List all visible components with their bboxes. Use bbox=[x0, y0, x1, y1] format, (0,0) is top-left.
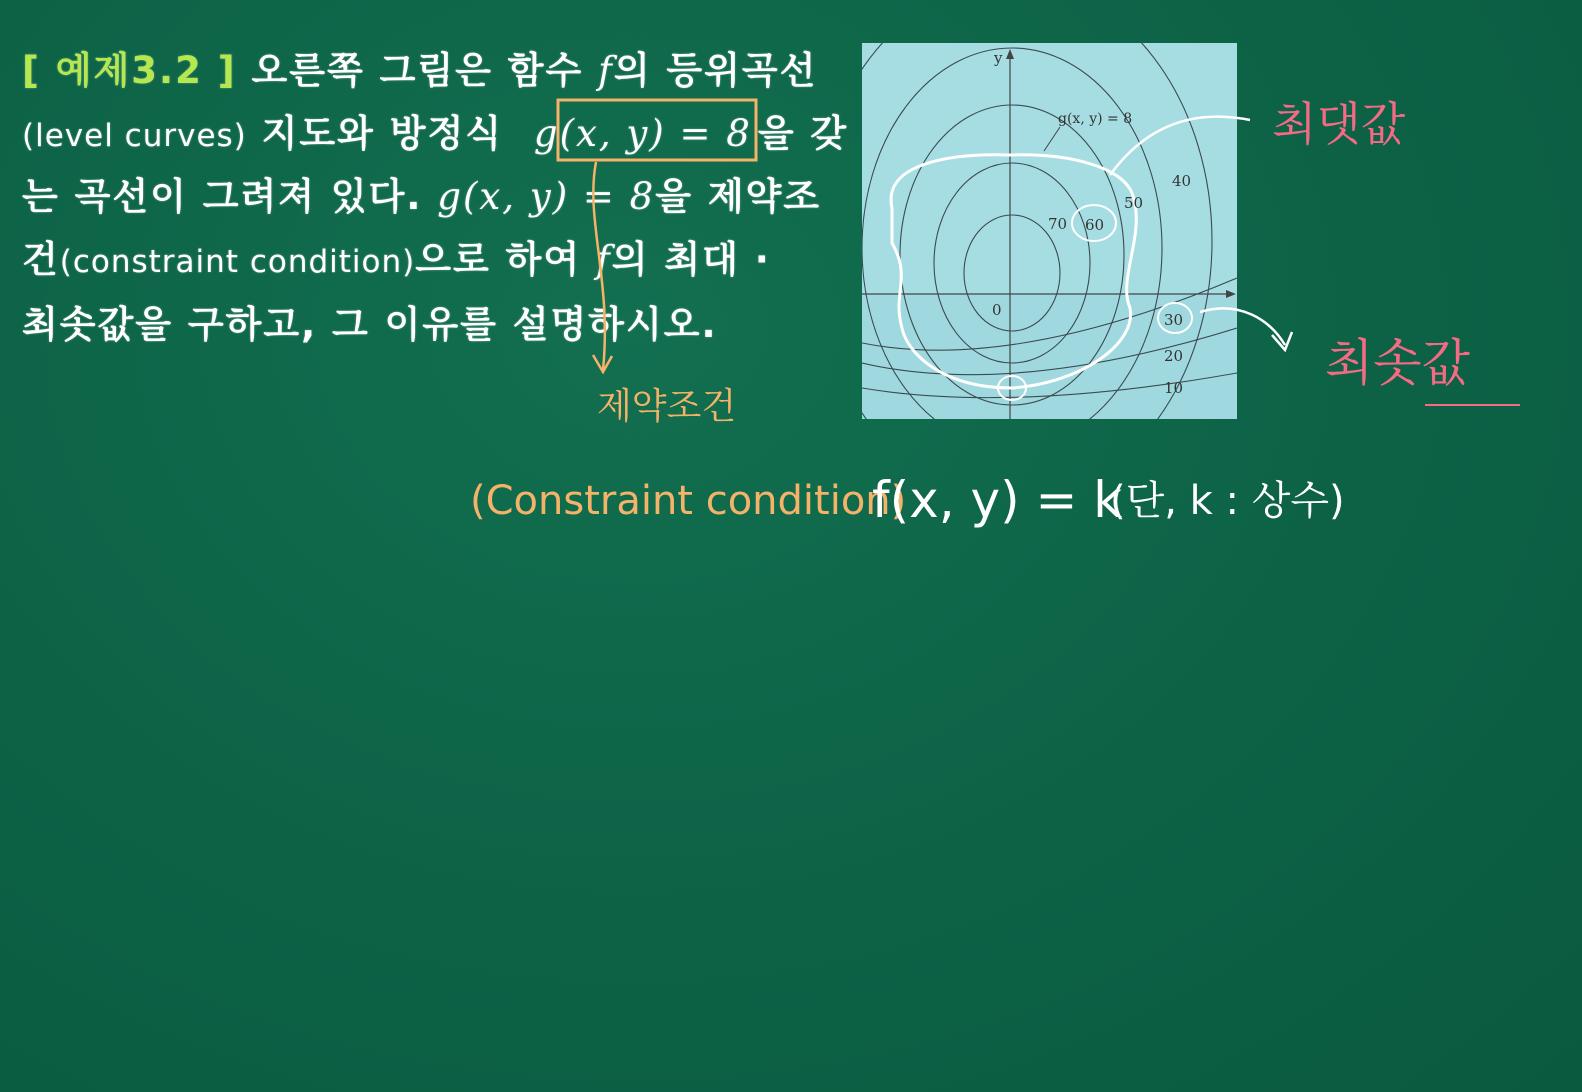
problem-prefix-4: 건 bbox=[22, 238, 60, 281]
curve-label: g(x, y) = 8 bbox=[1058, 111, 1133, 127]
level-curves-term: (level curves) bbox=[22, 118, 247, 154]
problem-label: [ 예제3.2 ] bbox=[22, 49, 237, 92]
problem-text-1: 오른쪽 그림은 함수 bbox=[251, 49, 584, 92]
level-label-30: 30 bbox=[1164, 311, 1184, 329]
problem-suffix-4: 의 최대 · bbox=[611, 238, 771, 281]
max-value-note: 최댓값 bbox=[1272, 97, 1406, 151]
origin-label: 0 bbox=[992, 301, 1002, 319]
function-symbol-2: f bbox=[596, 238, 612, 281]
level-label-20: 20 bbox=[1164, 347, 1184, 365]
level-label-60: 60 bbox=[1085, 216, 1105, 234]
constraint-note: 제약조건 bbox=[597, 386, 737, 427]
problem-text-2: 지도와 방정식 bbox=[261, 112, 503, 155]
problem-suffix-2: 을 갖 bbox=[757, 112, 849, 155]
constraint-arrow bbox=[593, 162, 605, 370]
level-label-50: 50 bbox=[1124, 194, 1144, 212]
level-label-40: 40 bbox=[1172, 172, 1192, 190]
level-label-10: 10 bbox=[1164, 379, 1184, 397]
formula-prefix: (Constraint condition) bbox=[470, 478, 907, 524]
min-value-note: 최솟값 bbox=[1325, 334, 1470, 392]
constraint-equation-boxed: g(x, y) = 8 bbox=[533, 112, 752, 155]
y-axis-label: y bbox=[994, 49, 1003, 67]
problem-text-4: 으로 하여 bbox=[415, 238, 582, 281]
problem-text-5: 최솟값을 구하고, 그 이유를 설명하시오. bbox=[22, 303, 718, 346]
equation-highlight-box bbox=[558, 100, 756, 160]
function-symbol: f bbox=[598, 49, 614, 92]
problem-text-3: 는 곡선이 그려져 있다. bbox=[22, 175, 423, 218]
problem-suffix-3: 을 제약조 bbox=[655, 175, 822, 218]
max-arrow bbox=[1110, 117, 1250, 175]
constraint-equation: g(x, y) = 8 bbox=[437, 175, 656, 218]
min-arrow bbox=[1200, 308, 1285, 345]
level-label-70: 70 bbox=[1048, 215, 1068, 233]
problem-suffix-1: 의 등위곡선 bbox=[613, 49, 818, 92]
constraint-condition-term: (constraint condition) bbox=[59, 244, 416, 280]
level-curve-formula: f(x, y) = k bbox=[872, 471, 1123, 529]
formula-note: (단, k : 상수) bbox=[1110, 478, 1345, 524]
